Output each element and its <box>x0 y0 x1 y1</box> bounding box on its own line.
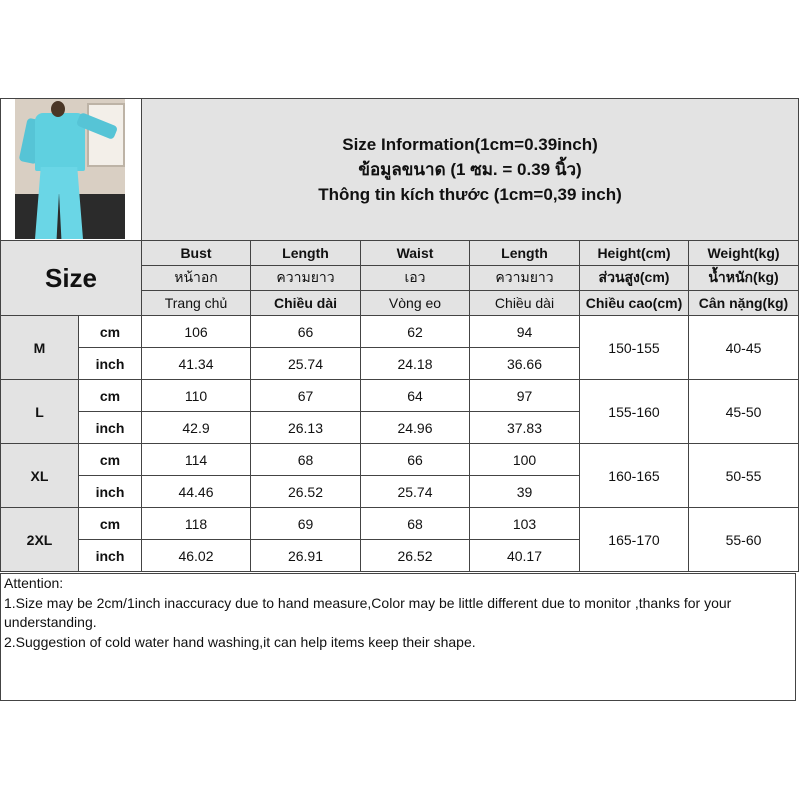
chart-title <box>142 99 799 241</box>
header-length-vi: Chiều dài <box>251 291 361 316</box>
measurement-cell: 94 <box>470 316 580 348</box>
measurement-cell: 68 <box>361 508 470 540</box>
measurement-cell: 24.96 <box>361 412 470 444</box>
measurement-cell: 25.74 <box>361 476 470 508</box>
measurement-cell: 62 <box>361 316 470 348</box>
weight-range-cell: 50-55 <box>689 444 799 508</box>
table-row <box>1 444 799 476</box>
header-waist: Waist <box>361 241 470 266</box>
title-line-vi: Thông tin kích thước (1cm=0,39 inch) <box>318 185 622 204</box>
measurement-cell: 24.18 <box>361 348 470 380</box>
size-column-label: Size <box>1 241 142 316</box>
unit-cell: cm <box>79 444 142 476</box>
table-row <box>1 380 799 412</box>
measurement-cell: 26.52 <box>251 476 361 508</box>
unit-cell: inch <box>79 476 142 508</box>
table-row <box>1 508 799 540</box>
header-length-2-vi: Chiều dài <box>470 291 580 316</box>
title-line-en: Size Information(1cm=0.39inch) <box>342 135 598 154</box>
header-height-vi: Chiều cao(cm) <box>580 291 689 316</box>
measurement-cell: 36.66 <box>470 348 580 380</box>
measurement-cell: 110 <box>142 380 251 412</box>
model-photo-image <box>15 99 125 239</box>
measurement-cell: 69 <box>251 508 361 540</box>
measurement-cell: 26.13 <box>251 412 361 444</box>
measurement-cell: 97 <box>470 380 580 412</box>
measurement-cell: 106 <box>142 316 251 348</box>
weight-range-cell: 40-45 <box>689 316 799 380</box>
measurement-cell: 46.02 <box>142 540 251 572</box>
size-chart <box>0 98 798 572</box>
header-waist-vi: Vòng eo <box>361 291 470 316</box>
attention-heading: Attention: <box>4 575 64 591</box>
measurement-cell: 44.46 <box>142 476 251 508</box>
size-cell: 2XL <box>1 508 79 572</box>
measurement-cell: 103 <box>470 508 580 540</box>
header-weight: Weight(kg) <box>689 241 799 266</box>
unit-cell: inch <box>79 348 142 380</box>
measurement-cell: 114 <box>142 444 251 476</box>
measurement-cell: 41.34 <box>142 348 251 380</box>
measurement-cell: 39 <box>470 476 580 508</box>
attention-note-2: 2.Suggestion of cold water hand washing,it can help items keep their shape. <box>4 633 476 650</box>
header-bust: Bust <box>142 241 251 266</box>
height-range-cell: 150-155 <box>580 316 689 380</box>
measurement-cell: 37.83 <box>470 412 580 444</box>
measurement-cell: 42.9 <box>142 412 251 444</box>
measurement-cell: 118 <box>142 508 251 540</box>
weight-range-cell: 55-60 <box>689 508 799 572</box>
header-weight-th: น้ำหนัก(kg) <box>689 266 799 291</box>
header-length: Length <box>251 241 361 266</box>
table-row <box>1 316 799 348</box>
title-line-th: ข้อมูลขนาด (1 ซม. = 0.39 นิ้ว) <box>358 160 582 179</box>
product-photo <box>1 99 142 241</box>
measurement-cell: 64 <box>361 380 470 412</box>
unit-cell: cm <box>79 508 142 540</box>
header-bust-th: หน้าอก <box>142 266 251 291</box>
header-length-2: Length <box>470 241 580 266</box>
measurement-cell: 66 <box>361 444 470 476</box>
height-range-cell: 155-160 <box>580 380 689 444</box>
measurement-cell: 40.17 <box>470 540 580 572</box>
measurement-cell: 68 <box>251 444 361 476</box>
measurement-cell: 67 <box>251 380 361 412</box>
measurement-cell: 26.52 <box>361 540 470 572</box>
size-table <box>0 98 799 572</box>
header-height: Height(cm) <box>580 241 689 266</box>
attention-notes <box>0 573 796 701</box>
header-weight-vi: Cân nặng(kg) <box>689 291 799 316</box>
height-range-cell: 165-170 <box>580 508 689 572</box>
header-height-th: ส่วนสูง(cm) <box>580 266 689 291</box>
weight-range-cell: 45-50 <box>689 380 799 444</box>
header-waist-th: เอว <box>361 266 470 291</box>
size-rows <box>1 316 799 572</box>
attention-note-1: 1.Size may be 2cm/1inch inaccuracy due to hand measure,Color may be little different due to monitor ,thanks for your understanding. <box>4 594 732 630</box>
unit-cell: cm <box>79 316 142 348</box>
size-cell: XL <box>1 444 79 508</box>
measurement-cell: 100 <box>470 444 580 476</box>
unit-cell: cm <box>79 380 142 412</box>
height-range-cell: 160-165 <box>580 444 689 508</box>
unit-cell: inch <box>79 412 142 444</box>
size-cell: L <box>1 380 79 444</box>
measurement-cell: 66 <box>251 316 361 348</box>
measurement-cell: 26.91 <box>251 540 361 572</box>
size-cell: M <box>1 316 79 380</box>
header-length-th: ความยาว <box>251 266 361 291</box>
measurement-cell: 25.74 <box>251 348 361 380</box>
unit-cell: inch <box>79 540 142 572</box>
header-bust-vi: Trang chủ <box>142 291 251 316</box>
header-length-2-th: ความยาว <box>470 266 580 291</box>
